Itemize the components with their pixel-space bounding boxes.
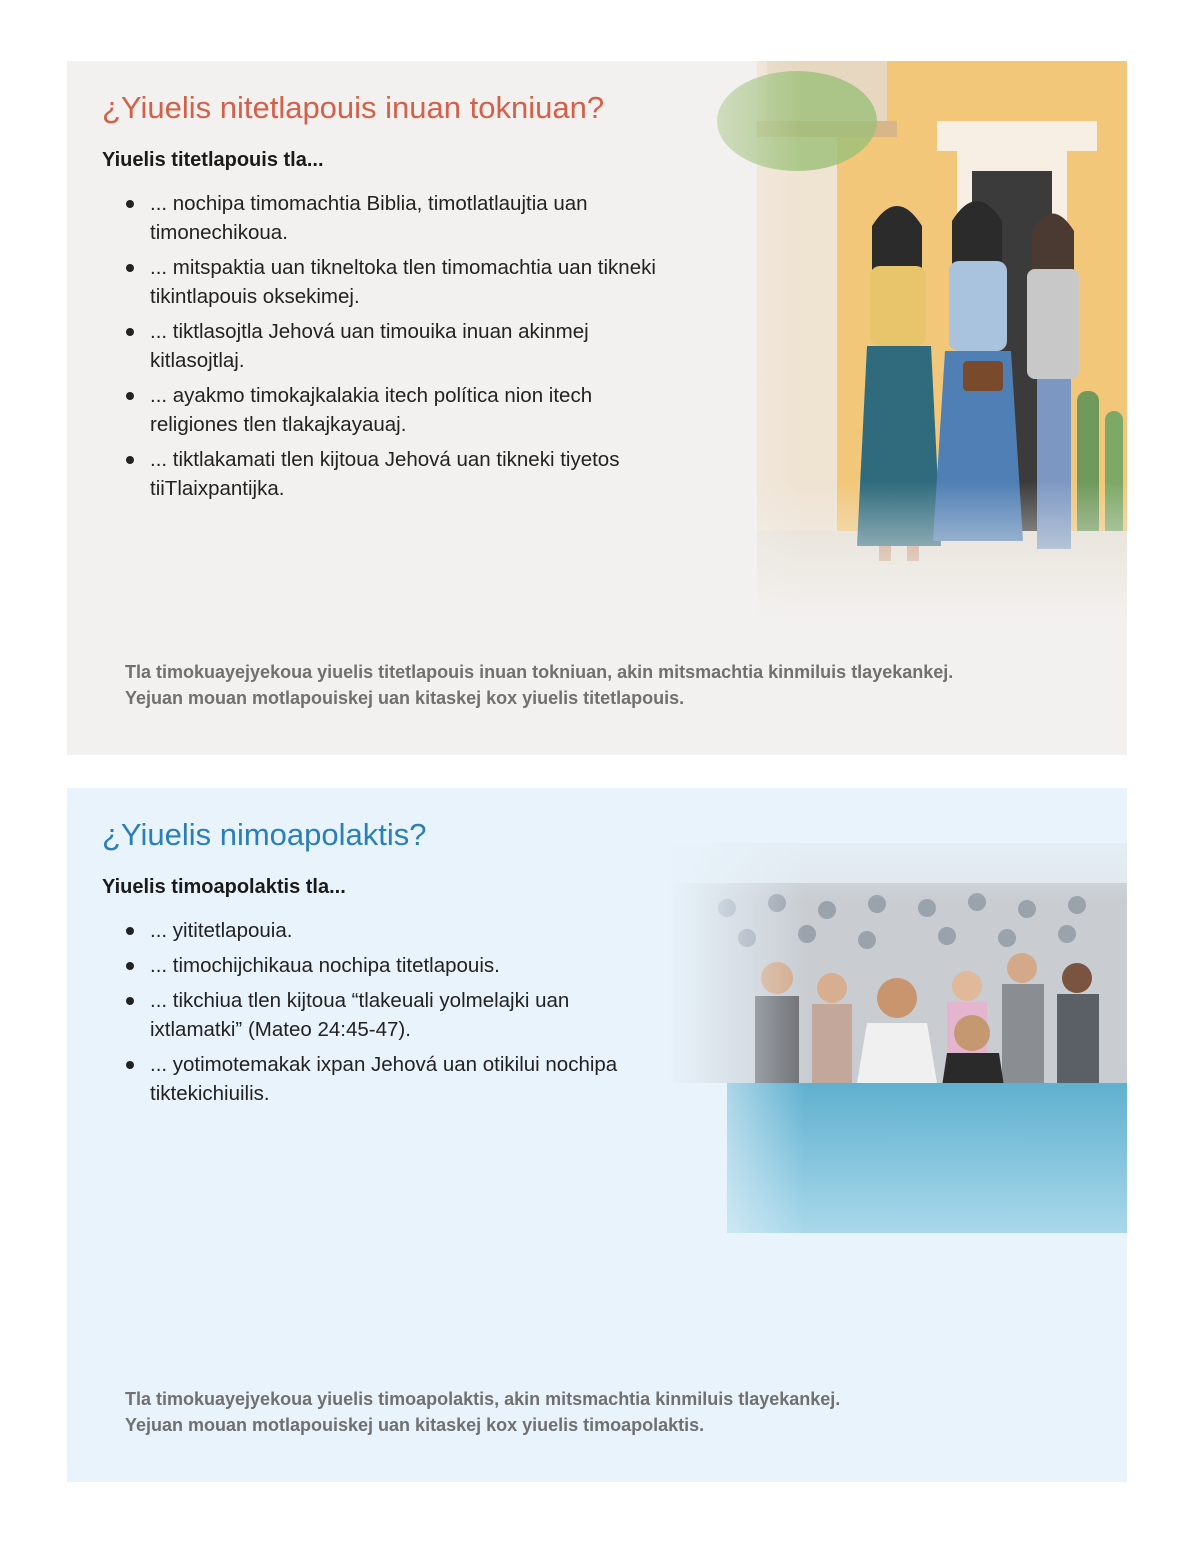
footer-line: Tla timokuayejyekoua yiuelis timoapolaktis, akin mitsmachtia kinmiluis tlayekankej. <box>125 1389 841 1409</box>
baptism-illustration <box>667 788 1127 1348</box>
section-footer-note <box>125 1386 1085 1438</box>
footer-line: Yejuan mouan motlapouiskej uan kitaskej kox yiuelis timoapolaktis. <box>125 1415 705 1435</box>
requirements-list <box>102 916 662 1108</box>
list-item: ... yotimotemakak ixpan Jehová uan otikilui nochipa tiktekichiuilis. <box>126 1050 662 1108</box>
footer-line: Yejuan mouan motlapouiskej uan kitaskej kox yiuelis titetlapouis. <box>125 688 685 708</box>
requirements-list <box>102 189 662 503</box>
baptism-section-card <box>67 788 1127 1482</box>
section-title: ¿Yiuelis nitetlapouis inuan tokniuan? <box>102 90 605 125</box>
list-item: ... tiktlakamati tlen kijtoua Jehová uan tikneki tiyetos tiiTlaixpantijka. <box>126 445 662 503</box>
list-item: ... tikchiua tlen kijtoua “tlakeuali yolmelajki uan ixtlamatki” (Mateo 24:45-47). <box>126 986 662 1044</box>
list-item: ... yititetlapouia. <box>126 916 662 945</box>
footer-line: Tla timokuayejyekoua yiuelis titetlapouis inuan tokniuan, akin mitsmachtia kinmiluis tlayekankej. <box>125 662 954 682</box>
list-item: ... ayakmo timokajkalakia itech política nion itech religiones tlen tlakajkayauaj. <box>126 381 662 439</box>
section-subtitle: Yiuelis timoapolaktis tla... <box>102 876 346 898</box>
list-item: ... nochipa timomachtia Biblia, timotlatlaujtia uan timonechikoua. <box>126 189 662 247</box>
ministry-door-illustration <box>627 61 1127 621</box>
section-title: ¿Yiuelis nimoapolaktis? <box>102 817 427 852</box>
section-subtitle: Yiuelis titetlapouis tla... <box>102 149 324 171</box>
list-item: ... mitspaktia uan tikneltoka tlen timomachtia uan tikneki tikintlapouis oksekimej. <box>126 253 662 311</box>
publisher-section-card <box>67 61 1127 755</box>
list-item: ... tiktlasojtla Jehová uan timouika inuan akinmej kitlasojtlaj. <box>126 317 662 375</box>
section-footer-note <box>125 659 1085 711</box>
list-item: ... timochijchikaua nochipa titetlapouis. <box>126 951 662 980</box>
